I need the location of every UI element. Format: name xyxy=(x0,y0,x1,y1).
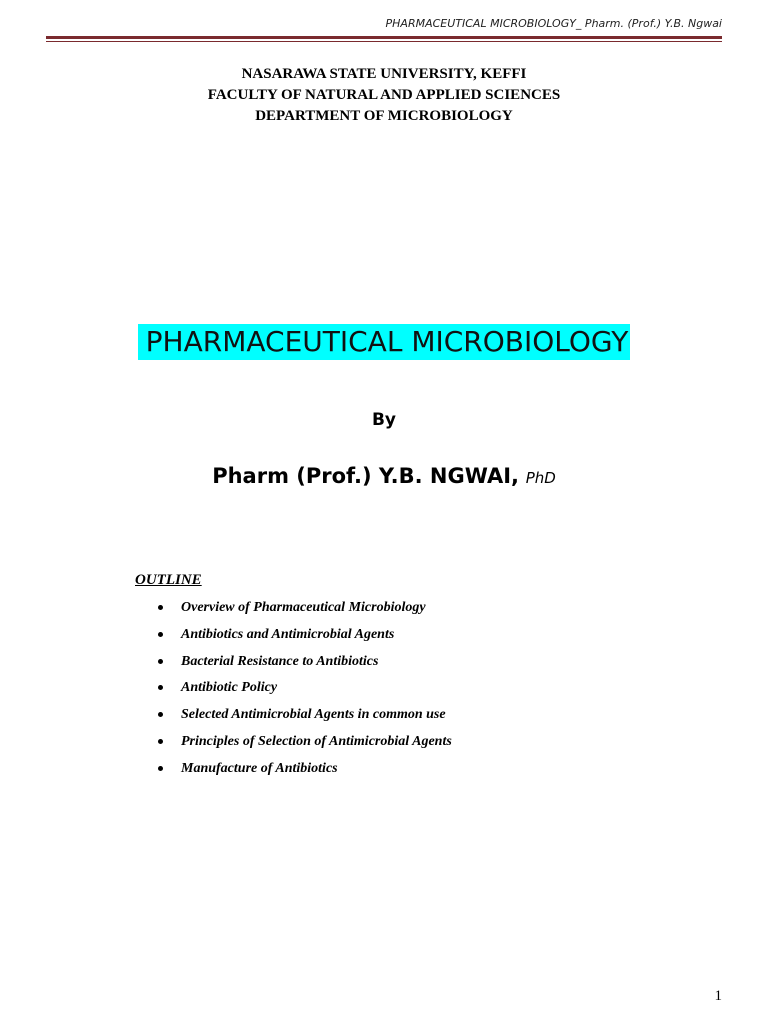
bullet-icon xyxy=(158,632,163,637)
author-name: Pharm (Prof.) Y.B. NGWAI, xyxy=(212,464,519,488)
list-item xyxy=(158,625,452,652)
list-item xyxy=(158,678,452,705)
list-item xyxy=(158,732,452,759)
author-degree: PhD xyxy=(525,469,556,487)
department-name: DEPARTMENT OF MICROBIOLOGY xyxy=(255,108,513,124)
list-item-label: Selected Antimicrobial Agents in common use xyxy=(181,707,446,723)
bullet-icon xyxy=(158,766,163,771)
list-item-label: Antibiotics and Antimicrobial Agents xyxy=(181,626,395,642)
list-item-label: Manufacture of Antibiotics xyxy=(181,760,338,776)
list-item-label: Overview of Pharmaceutical Microbiology xyxy=(181,600,426,615)
title-wrapper xyxy=(0,324,768,360)
bullet-icon xyxy=(158,685,163,690)
list-item xyxy=(158,759,452,786)
list-item xyxy=(158,705,452,732)
author-line xyxy=(0,464,768,488)
bullet-icon xyxy=(158,712,163,717)
list-item xyxy=(158,598,452,625)
header-rule xyxy=(46,36,722,39)
document-title: PHARMACEUTICAL MICROBIOLOGY xyxy=(138,324,631,360)
bullet-icon xyxy=(158,739,163,744)
running-header: PHARMACEUTICAL MICROBIOLOGY_ Pharm. (Prof.) Y.B. Ngwai xyxy=(385,17,722,30)
bullet-icon xyxy=(158,605,163,610)
by-label: By xyxy=(371,410,397,430)
header-rule-thin xyxy=(46,41,722,42)
list-item-label: Antibiotic Policy xyxy=(181,680,278,696)
institution-block xyxy=(0,64,768,127)
outline-list xyxy=(158,598,452,786)
list-item-label: Bacterial Resistance to Antibiotics xyxy=(181,653,379,669)
faculty-name: FACULTY OF NATURAL AND APPLIED SCIENCES xyxy=(207,87,561,103)
list-item xyxy=(158,652,452,679)
list-item-label: Principles of Selection of Antimicrobial Agents xyxy=(181,733,452,749)
page-number: 1 xyxy=(714,988,722,1004)
outline-heading: OUTLINE xyxy=(135,572,202,588)
university-name: NASARAWA STATE UNIVERSITY, KEFFI xyxy=(241,66,527,82)
bullet-icon xyxy=(158,659,163,664)
